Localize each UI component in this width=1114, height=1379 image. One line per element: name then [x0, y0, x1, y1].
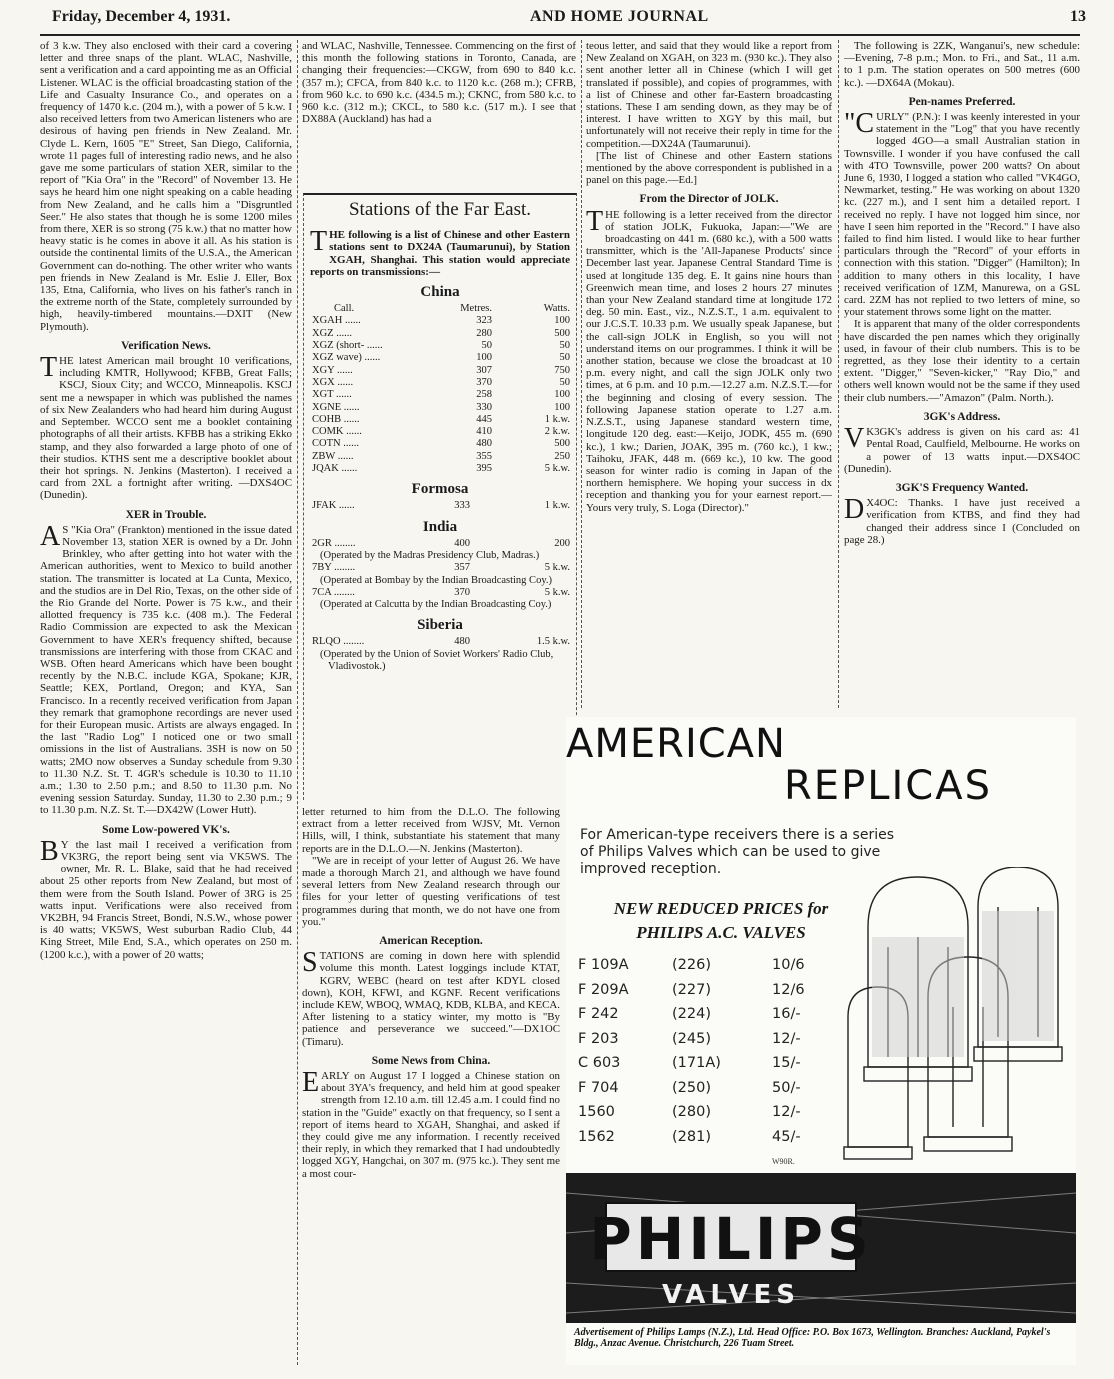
station-watts: 1 k.w. [544, 413, 570, 425]
table-row [312, 636, 570, 648]
table-row [312, 328, 570, 340]
region-heading-siberia: Siberia [417, 617, 463, 634]
table-row [578, 1076, 805, 1101]
station-operator-note: (Operated at Calcutta by the Indian Broadcasting Coy.) [320, 599, 552, 611]
drop-cap: V [844, 423, 865, 455]
article-text: It is apparent that many of the older correspondents have discarded the pen names which they originally used, in favour of their club numbers. This is to be regretted, as they lose their identity to a certain extent. "Digger," "Seven-kicker," "Ray Dio," and others well known would not be the same if they used their club numbers.—"Amazon" (Palm. North.). [844, 318, 1080, 404]
valve-price: 10/6 [772, 957, 805, 974]
section-heading-jolk: From the Director of JOLK. [639, 193, 779, 206]
table-row [312, 389, 570, 401]
editor-note: [The list of Chinese and other Eastern stations mentioned by the above correspondent is published in a panel on this page.—Ed.] [586, 149, 832, 187]
header-title: AND HOME JOURNAL [530, 8, 709, 25]
col-header-metres: Metres. [460, 303, 492, 315]
article-body: X4OC: Thanks. I have just received a verification from KTBS, and find they had changed their address since I (Concluded on page 28.) [844, 497, 1080, 546]
station-metres: 357 [454, 562, 470, 574]
station-watts: 500 [554, 327, 570, 339]
drop-cap: A [40, 520, 61, 552]
drop-cap: "C [844, 108, 875, 140]
col-header-call: Call. [334, 303, 355, 315]
valve-code: (226) [672, 957, 711, 974]
article-text [844, 494, 1080, 546]
valve-name: C 603 [578, 1055, 621, 1072]
ad-code: W90R. [772, 1157, 795, 1166]
valves-illustration-icon [828, 867, 1076, 1163]
article-text [844, 108, 1080, 319]
column-divider [838, 40, 839, 708]
article-text: and WLAC, Nashville, Tennessee. Commencing on the first of this month the following stations in Toronto, Canada, are changing their frequencies:—CKGW, from 690 to 840 k.c. (357 m.); CFCA, from 840 k.c. to 1120 k.c. (268 m.); CFRB, from 960 k.c. to 690 k.c. (434.5 m.); CKNC, from 580 k.c. to 960 k.c. (312 m.); CKCL, to 580 k.c. (517 m.). I see that DX88A (Auckland) has had a [302, 40, 576, 126]
table-row [578, 953, 805, 978]
valve-name: F 203 [578, 1030, 619, 1047]
article-text [302, 947, 560, 1048]
station-metres: 280 [476, 327, 492, 339]
philips-logo-icon [566, 1173, 1076, 1323]
column-divider [297, 40, 298, 1365]
logo-subtext: VALVES [661, 1280, 801, 1310]
station-call: XGY ...... [312, 364, 353, 376]
station-metres: 480 [476, 438, 492, 450]
table-row [312, 562, 570, 574]
station-watts: 500 [554, 438, 570, 450]
drop-cap: E [302, 1067, 320, 1099]
prices-line-2: PHILIPS A.C. VALVES [636, 923, 806, 942]
station-metres: 330 [476, 401, 492, 413]
station-watts: 50 [559, 352, 570, 364]
panel-intro-text: HE following is a list of Chinese and other Eastern stations sent to DX24A (Taumarunui), by Station XGAH, Shanghai. This station would appreciate reports on transmissions:— [310, 229, 570, 278]
formosa-stations-table [312, 500, 570, 512]
column-2-top [302, 40, 576, 190]
china-stations-table [312, 303, 570, 475]
station-call: COTN ...... [312, 438, 359, 450]
station-watts: 1.5 k.w. [536, 636, 570, 648]
station-metres: 355 [476, 450, 492, 462]
station-watts: 50 [559, 340, 570, 352]
station-watts: 5 k.w. [544, 562, 570, 574]
valve-price-table [578, 953, 805, 1149]
valve-price: 50/- [772, 1079, 801, 1096]
station-call: RLQO ........ [312, 636, 365, 648]
table-row [312, 500, 570, 512]
station-watts: 1 k.w. [544, 500, 570, 512]
table-row [312, 463, 570, 475]
article-text: The following is 2ZK, Wanganui's, new schedule:—Evening, 7-8 p.m.; Mon. to Fri., and Sat., 11 a.m. to 1 p.m. The station operates on 500 metres (600 kc.). —DX64A (Mokau). [844, 40, 1080, 89]
station-entry [312, 587, 570, 599]
station-metres: 370 [476, 376, 492, 388]
station-entry [312, 538, 570, 550]
section-heading-3gk-frequency: 3GK'S Frequency Wanted. [895, 481, 1029, 494]
section-heading-verification: Verification News. [121, 339, 211, 352]
column-1 [40, 40, 292, 1370]
station-watts: 2 k.w. [544, 426, 570, 438]
table-row [312, 402, 570, 414]
table-row [312, 365, 570, 377]
india-stations-list [304, 538, 576, 612]
valve-code: (250) [672, 1079, 711, 1096]
station-watts: 200 [554, 537, 570, 549]
table-row [312, 352, 570, 364]
valve-code: (171A) [672, 1055, 721, 1072]
valve-code: (280) [672, 1104, 711, 1121]
table-row [312, 414, 570, 426]
panel-intro [304, 226, 576, 278]
header-page-number: 13 [1070, 8, 1086, 25]
station-metres: 258 [476, 389, 492, 401]
station-metres: 480 [454, 636, 470, 648]
drop-cap: T [310, 226, 328, 257]
article-body: S "Kia Ora" (Frankton) mentioned in the issue dated November 13, station XER is owned by a Dr. John Brinkley, who after getting into hot water with the American authorities, went to Mexico to build another station. The transmitter is located at La Cunta, Mexico, and the studios are in Del Rio, Texas, on the other side of the Rio Grande del Norte. Power is 75 k.w., and their allotted frequency is 735 k.c. (408 m.). The Federal Radio Commission are expected to ask the Mexican Government to have XER's frequency shifted, because transmissions are interfering with those from CKAC and WSB. Often heard Americans which have been bought recently by the N.B.C. include KGA, Spokane; KJR, Seattle; KEX, Portland, Oregon; and KYA, San Francisco. In a recently received verification from Japan they remark that gramophone recordings are never used for their European music. Artists are always engaged. In the last "Radio Log" I noticed one or two small omissions in the list of Australians. 3SH is now on 50 watts; 2MO now observes a Sunday schedule from 9.30 to 11.30 N.Z. St. T. 4GR's schedule is 10.30 to 11.10 a.m.; 1.30 to 2.50 p.m.; and 8.50 to 11.30 p.m. No evening session Saturday. Sunday, 11.30 to 2.30 p.m.; 9 to 11.30 p.m. N.Z. St. T.—DX42W (Lower Hutt). [40, 523, 292, 817]
station-metres: 410 [476, 426, 492, 438]
prices-line-1: NEW REDUCED PRICES for [613, 899, 829, 918]
station-operator-note: (Operated by the Union of Soviet Workers' Radio Club, Vladivostok.) [320, 648, 554, 673]
station-operator-note: (Operated at Bombay by the Indian Broadcasting Coy.) [320, 574, 553, 586]
station-call: 7BY ........ [312, 562, 356, 574]
valve-price: 15/- [772, 1055, 801, 1072]
article-text [586, 205, 832, 514]
header-rule [40, 34, 1080, 36]
table-row [312, 340, 570, 352]
drop-cap: T [40, 352, 58, 384]
col-header-watts: Watts. [543, 303, 570, 315]
station-metres: 323 [476, 315, 492, 327]
valve-name: F 209A [578, 981, 629, 998]
table-row [312, 451, 570, 463]
drop-cap: D [844, 494, 865, 526]
station-watts: 250 [554, 450, 570, 462]
section-heading-3gk-address: 3GK's Address. [923, 410, 1001, 423]
station-metres: 395 [476, 463, 492, 475]
article-text [40, 520, 292, 817]
station-watts: 750 [554, 364, 570, 376]
article-body: HE latest American mail brought 10 verifications, including KMTR, Hollywood; KFBB, Great Falls; KSCJ, Sioux City; and WCCO, Minneapolis. KSCJ sent me a newspaper in which was published the names of six New Zealanders who had heard him during August and September. WCCO sent me a booklet containing photographs of all their artists. KFBB has a striking Ekko stamp, and they also forwarded a large photo of one of their studios. KTHS sent me a descriptive booklet about their hot springs. N. Jenkins (Masterton). I received a card from 2XL a fortnight after writing. —DXS4OC (Dunedin). [40, 355, 292, 502]
station-call: XGZ wave) ...... [312, 352, 381, 364]
station-operator-note: (Operated by the Madras Presidency Club, Madras.) [320, 549, 540, 561]
section-heading-vk: Some Low-powered VK's. [102, 823, 230, 836]
table-row [312, 315, 570, 327]
valve-code: (227) [672, 981, 711, 998]
station-metres: 100 [476, 352, 492, 364]
valve-name: F 109A [578, 957, 629, 974]
station-watts: 100 [554, 315, 570, 327]
section-heading-china: Some News from China. [371, 1054, 491, 1067]
station-call: 7CA ........ [312, 586, 355, 598]
article-body: TATIONS are coming in down here with splendid volume this month. Latest loggings include KTAT, KGRV, WEBC (heard on test after KDYL closed down), KOH, KFWI, and KGNF. Recent verifications include KEW, WBOQ, WMAQ, KDB, KLBA, and KECA. After listening to a staticy winter, my motto is "By patience and perseverance we succeed."—DX1OC (Timaru). [302, 950, 560, 1048]
station-call: 2GR ........ [312, 537, 356, 549]
valve-name: 1562 [578, 1128, 615, 1145]
table-row [578, 1125, 805, 1150]
station-call: XGNE ...... [312, 401, 360, 413]
article-text [40, 352, 292, 502]
drop-cap: S [302, 947, 318, 979]
table-row [312, 587, 570, 599]
panel-title: Stations of the Far East. [348, 199, 532, 220]
table-row [578, 1051, 805, 1076]
stations-far-east-panel [303, 193, 577, 800]
station-metres: 400 [454, 537, 470, 549]
valve-name: F 242 [578, 1006, 619, 1023]
ad-headline-american: AMERICAN [566, 721, 786, 767]
valve-price: 12/6 [772, 981, 805, 998]
ad-headline-replicas: REPLICAS [784, 763, 992, 809]
station-call: ZBW ...... [312, 450, 354, 462]
article-body: Y the last mail I received a verification from VK3RG, the report being sent via VK5WS. The owner, Mr. R. L. Blake, said that he had received about 25 other reports from New Zealand, but most of them were from the South Island. Power of 3RG is 25 watts input. Verifications were also received from VK2BH, 94 Francis Street, Bondi, N.S.W., whose power is 40 watts; VK5WS, West suburban Radio Club, 44 King Street, Mile End, S.A., which operates on 250 m. (1200 k.c.), with a power of 20 watts; [40, 838, 292, 961]
column-3 [586, 40, 832, 710]
station-call: XGAH ...... [312, 315, 361, 327]
article-text: teous letter, and said that they would like a report from New Zealand on XGAH, on 323 m. (930 kc.). They also sent another letter all in Chinese (which I will get translated if possible), and copies of programmes, with a list of Chinese and other far-Eastern broadcasting stations. These I am sending down, as they may be of interest. I have written to XGY by this mail, but unfortunately will not receive their reply in time for the competition.—DX24A (Taumarunui). [586, 40, 832, 150]
philips-advertisement [566, 717, 1076, 1365]
section-heading-pen-names: Pen-names Preferred. [908, 95, 1016, 108]
station-metres: 307 [476, 364, 492, 376]
valve-name: 1560 [578, 1104, 615, 1121]
valve-price: 12/- [772, 1104, 801, 1121]
table-row [312, 538, 570, 550]
valve-price: 12/- [772, 1030, 801, 1047]
valve-price: 16/- [772, 1006, 801, 1023]
section-heading-american: American Reception. [379, 935, 483, 948]
column-2-bottom [302, 806, 560, 1368]
station-watts: 5 k.w. [544, 463, 570, 475]
page-header [0, 0, 1114, 34]
valve-price: 45/- [772, 1128, 801, 1145]
siberia-stations-list [304, 636, 576, 673]
ad-body-text: For American-type receivers there is a series of Philips Valves which can be used to give improved reception. [580, 827, 894, 877]
region-heading-formosa: Formosa [411, 481, 469, 498]
table-row [578, 978, 805, 1003]
table-header-row [312, 303, 570, 315]
valve-name: F 704 [578, 1079, 619, 1096]
article-body: ARLY on August 17 I logged a Chinese station on about 3YA's frequency, and held him at good speaker strength from 12.10 a.m. till 12.45 a.m. I could find no station in the "Guide" exactly on that frequency, so I sent a report of items heard to XGAH, Shanghai, and asked if they could give me any information. I recently received their reply, in which they remarked that I had undoubtedly logged XGY, Hangchai, on 307 m. (975 kc.). They sent me a most cour- [302, 1070, 560, 1180]
station-watts: 5 k.w. [544, 586, 570, 598]
drop-cap: T [586, 205, 604, 237]
article-text [844, 423, 1080, 475]
station-call: XGZ (short- ...... [312, 340, 383, 352]
valve-code: (224) [672, 1006, 711, 1023]
station-watts: 100 [554, 401, 570, 413]
station-entry [312, 562, 570, 574]
station-metres: 445 [476, 413, 492, 425]
table-row [578, 1100, 805, 1125]
column-4 [844, 40, 1080, 710]
station-metres: 333 [454, 500, 470, 512]
article-body: HE following is a letter received from the director of station JOLK, Fukuoka, Japan:—"We are broadcasting on 441 m. (680 kc.), with a 500 watts transmitter, which is the 'All-Japanese Products' since December last year. Japanese Central Standard Time is used at longitude 135 deg. E. It gains nine hours than Greenwich mean time, and loses 2 hours 27 minutes than your New Zealand standard time at longitude 172 deg. 50 min. East., viz., N.Z.S.T., 1 a.m. equivalent to our J.C.S.T. 10.33 p.m. We usually speak Japanese, but the call-sign JOLK in English, so you will not understand items on our programmes. I think it will be another station, because we close the broadcast at 10 p.m. every night, and call the sign JOLK only two times, at 6 p.m. and 10 p.m.—12.27 a.m. N.Z.S.T.—for the beginning and closing of every session. The following Japanese station operate to 1.27 a.m. N.Z.S.T., using Japanese standard western time, longitude 120 deg. east:—Keijo, JODK, 455 m. (690 kc.), 1 kw.; Darien, JOAK, 395 m. (760 kc.), 1 kw.; Taihoku, JFAK, 448 m. (669 kc.), 10 kw. The good season for winter radio is coming in Japan of the northern hemisphere. We hoping your success in dx reception and thanking you for your earnest report.—Yours very truly, S. Loga (Director)." [586, 208, 832, 514]
station-call: COMK ...... [312, 426, 362, 438]
section-heading-xer: XER in Trouble. [125, 508, 207, 521]
table-row [312, 377, 570, 389]
station-watts: 100 [554, 389, 570, 401]
station-call: JQAK ...... [312, 463, 358, 475]
station-entry [312, 636, 570, 648]
article-body: K3GK's address is given on his card as: 41 Pental Road, Caulfield, Melbourne. He works on a power of 13 watts input.—DXS4OC (Dunedin). [844, 426, 1080, 475]
logo-text: PHILIPS [589, 1205, 873, 1273]
station-metres: 370 [454, 586, 470, 598]
valve-code: (245) [672, 1030, 711, 1047]
table-row [578, 1002, 805, 1027]
article-text: letter returned to him from the D.L.O. The following extract from a letter received from WJSV, Mt. Vernon Hills, will, I think, substantiate his statement that many reports are in the D.L.O.—N. Jenkins (Masterton). [302, 806, 560, 855]
station-call: JFAK ...... [312, 500, 355, 512]
valve-code: (281) [672, 1128, 711, 1145]
article-quote: "We are in receipt of your letter of August 26. We have made a thorough March 21, and although we have found several letters from New Zealand research through our files for your letter of questing verifications of test programmes during that month, we do not have one from you." [302, 854, 560, 928]
ad-footer: Advertisement of Philips Lamps (N.Z.), Ltd. Head Office: P.O. Box 1673, Wellington. Branches: Auckland, Paykel's Bldg., Anzac Avenue. Christchurch, 226 Tuam Street. [574, 1327, 1051, 1349]
station-call: XGZ ...... [312, 327, 352, 339]
article-body: URLY" (P.N.): I was keenly interested in your statement in the "Log" that you have recently logged 4GO—a small Australian station in Townsville. I wonder if you have confused the call with 4TO Townsville, power 200 watts? On about June 6, 1930, I logged a station who called "VK4GO, Newmarket, testing." He was working on about 1320 kc. (227 m.), and I sent him a detailed report. I received no reply. I have not logged him since, nor have I seen him reported in the "Record." I have also failed to find him listed. I would like to hear further particulars through the "Record" of your efforts in connection with this station. "Digger" (Hamilton); In addition to many others in this locality, I have received verification of 1ZM, Manurewa, on a GSL card. 2ZM has not replied to two letters of mine, so your statement throws some light on the matter. [844, 111, 1080, 319]
station-call: XGX ...... [312, 376, 354, 388]
station-call: COHB ...... [312, 413, 360, 425]
article-text: of 3 k.w. They also enclosed with their card a covering letter and three snaps of the plant. WLAC, Nashville, sent a verification and a card appointing me as an Official Listener. WLAC is the official broadcasting station of the Life and Casualty Insurance Co., and operates on a frequency of 1470 k.c. (204 m.), with a power of 5 k.w. I also received letters from two American listeners who are desirous of having pen friends in New Zealand. Mr. Clyde L. Kern, 1605 "E" Street, San Diego, California, wrote 11 pages full of interesting radio news, and he also gave me some particulars of station XER, similar to the report of "Kia Ora" in the "Record" of November 13. He says he heard him one night speaking on a cable heading from New Zealand, and he calls him a "Disgruntled Seer." He also states that though he is some 1200 miles from there, XER is so strong (75 k.w.) that no matter how heavy static is he comes in above it all. As his station is outside the continental limits of the U.S.A., the American Government can do-nothing. The other writer who wants pen friends in New Zealand is Mr. Eslie J. Eller, Box 135, Etna, California, who lives on his father's ranch in the extreme north of the State, completely surrounded by high, heavily-timbered mountains.—DXIT (New Plymouth). [40, 40, 292, 333]
column-divider [581, 40, 582, 708]
article-text [302, 1067, 560, 1180]
drop-cap: B [40, 835, 59, 867]
ad-prices-heading [596, 897, 846, 945]
table-row [312, 426, 570, 438]
station-call: XGT ...... [312, 389, 352, 401]
header-date: Friday, December 4, 1931. [52, 8, 231, 25]
station-metres: 50 [481, 340, 492, 352]
region-heading-china: China [420, 284, 460, 301]
table-row [312, 438, 570, 450]
article-text [40, 835, 292, 961]
table-row [578, 1027, 805, 1052]
region-heading-india: India [422, 518, 458, 535]
station-watts: 50 [559, 376, 570, 388]
